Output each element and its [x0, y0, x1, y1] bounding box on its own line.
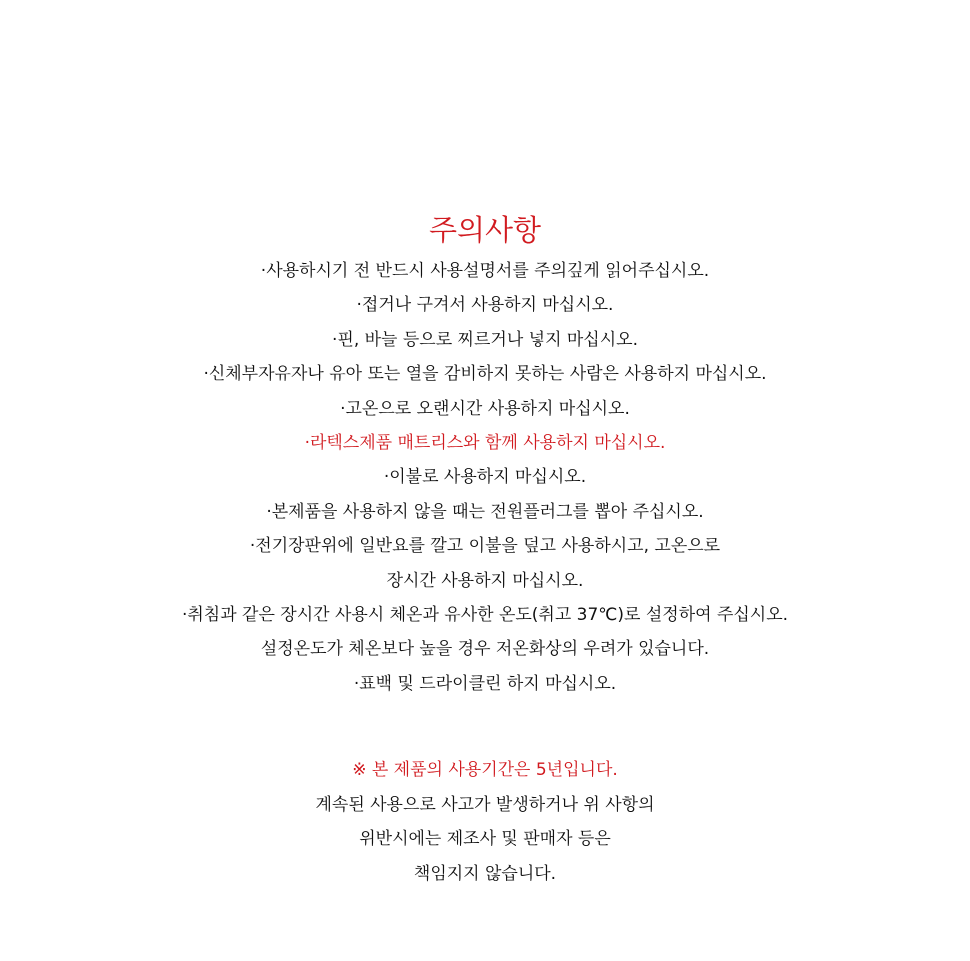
caution-notice — [0, 208, 970, 891]
caution-item-vulnerable-users: ·신체부자유자나 유아 또는 열을 감비하지 못하는 사람은 사용하지 마십시오. — [203, 364, 767, 385]
disclaimer-headline: ※ 본 제품의 사용기간은 5년입니다. — [352, 760, 618, 781]
caution-item-sleep-temp: ·취침과 같은 장시간 사용시 체온과 유사한 온도(취고 37℃)로 설정하여 주십시오. — [181, 605, 789, 626]
disclaimer-line: 계속된 사용으로 사고가 발생하거나 위 사항의 — [315, 794, 655, 815]
caution-item-read-manual: ·사용하시기 전 반드시 사용설명서를 주의깊게 읽어주십시오. — [260, 261, 710, 281]
disclaimer-line: 책임지지 않습니다. — [413, 863, 557, 884]
caution-item-mattress-use-cont: 장시간 사용하지 마십시오. — [386, 570, 584, 591]
caution-item-high-temp: ·고온으로 오랜시간 사용하지 마십시오. — [340, 398, 630, 419]
caution-item-no-folding: ·접거나 구겨서 사용하지 마십시오. — [356, 295, 614, 316]
caution-title: 주의사항 — [428, 213, 542, 247]
caution-item-no-bleach: ·표백 및 드라이클린 하지 마십시오. — [353, 673, 617, 694]
caution-item-unplug: ·본제품을 사용하지 않을 때는 전원플러그를 뽑아 주십시오. — [266, 501, 704, 522]
caution-item-sleep-temp-cont: 설정온도가 체온보다 높을 경우 저온화상의 우려가 있습니다. — [260, 639, 710, 660]
caution-item-no-blanket: ·이불로 사용하지 마십시오. — [383, 467, 587, 488]
caution-item-mattress-use: ·전기장판위에 일반요를 깔고 이불을 덮고 사용하시고, 고온으로 — [249, 536, 721, 557]
caution-item-latex-warning: ·라텍스제품 매트리스와 함께 사용하지 마십시오. — [304, 433, 666, 454]
caution-item-no-pins: ·핀, 바늘 등으로 찌르거나 넣지 마십시오. — [332, 329, 638, 350]
disclaimer-line: 위반시에는 제조사 및 판매자 등은 — [359, 829, 611, 850]
section-spacer — [0, 701, 970, 753]
